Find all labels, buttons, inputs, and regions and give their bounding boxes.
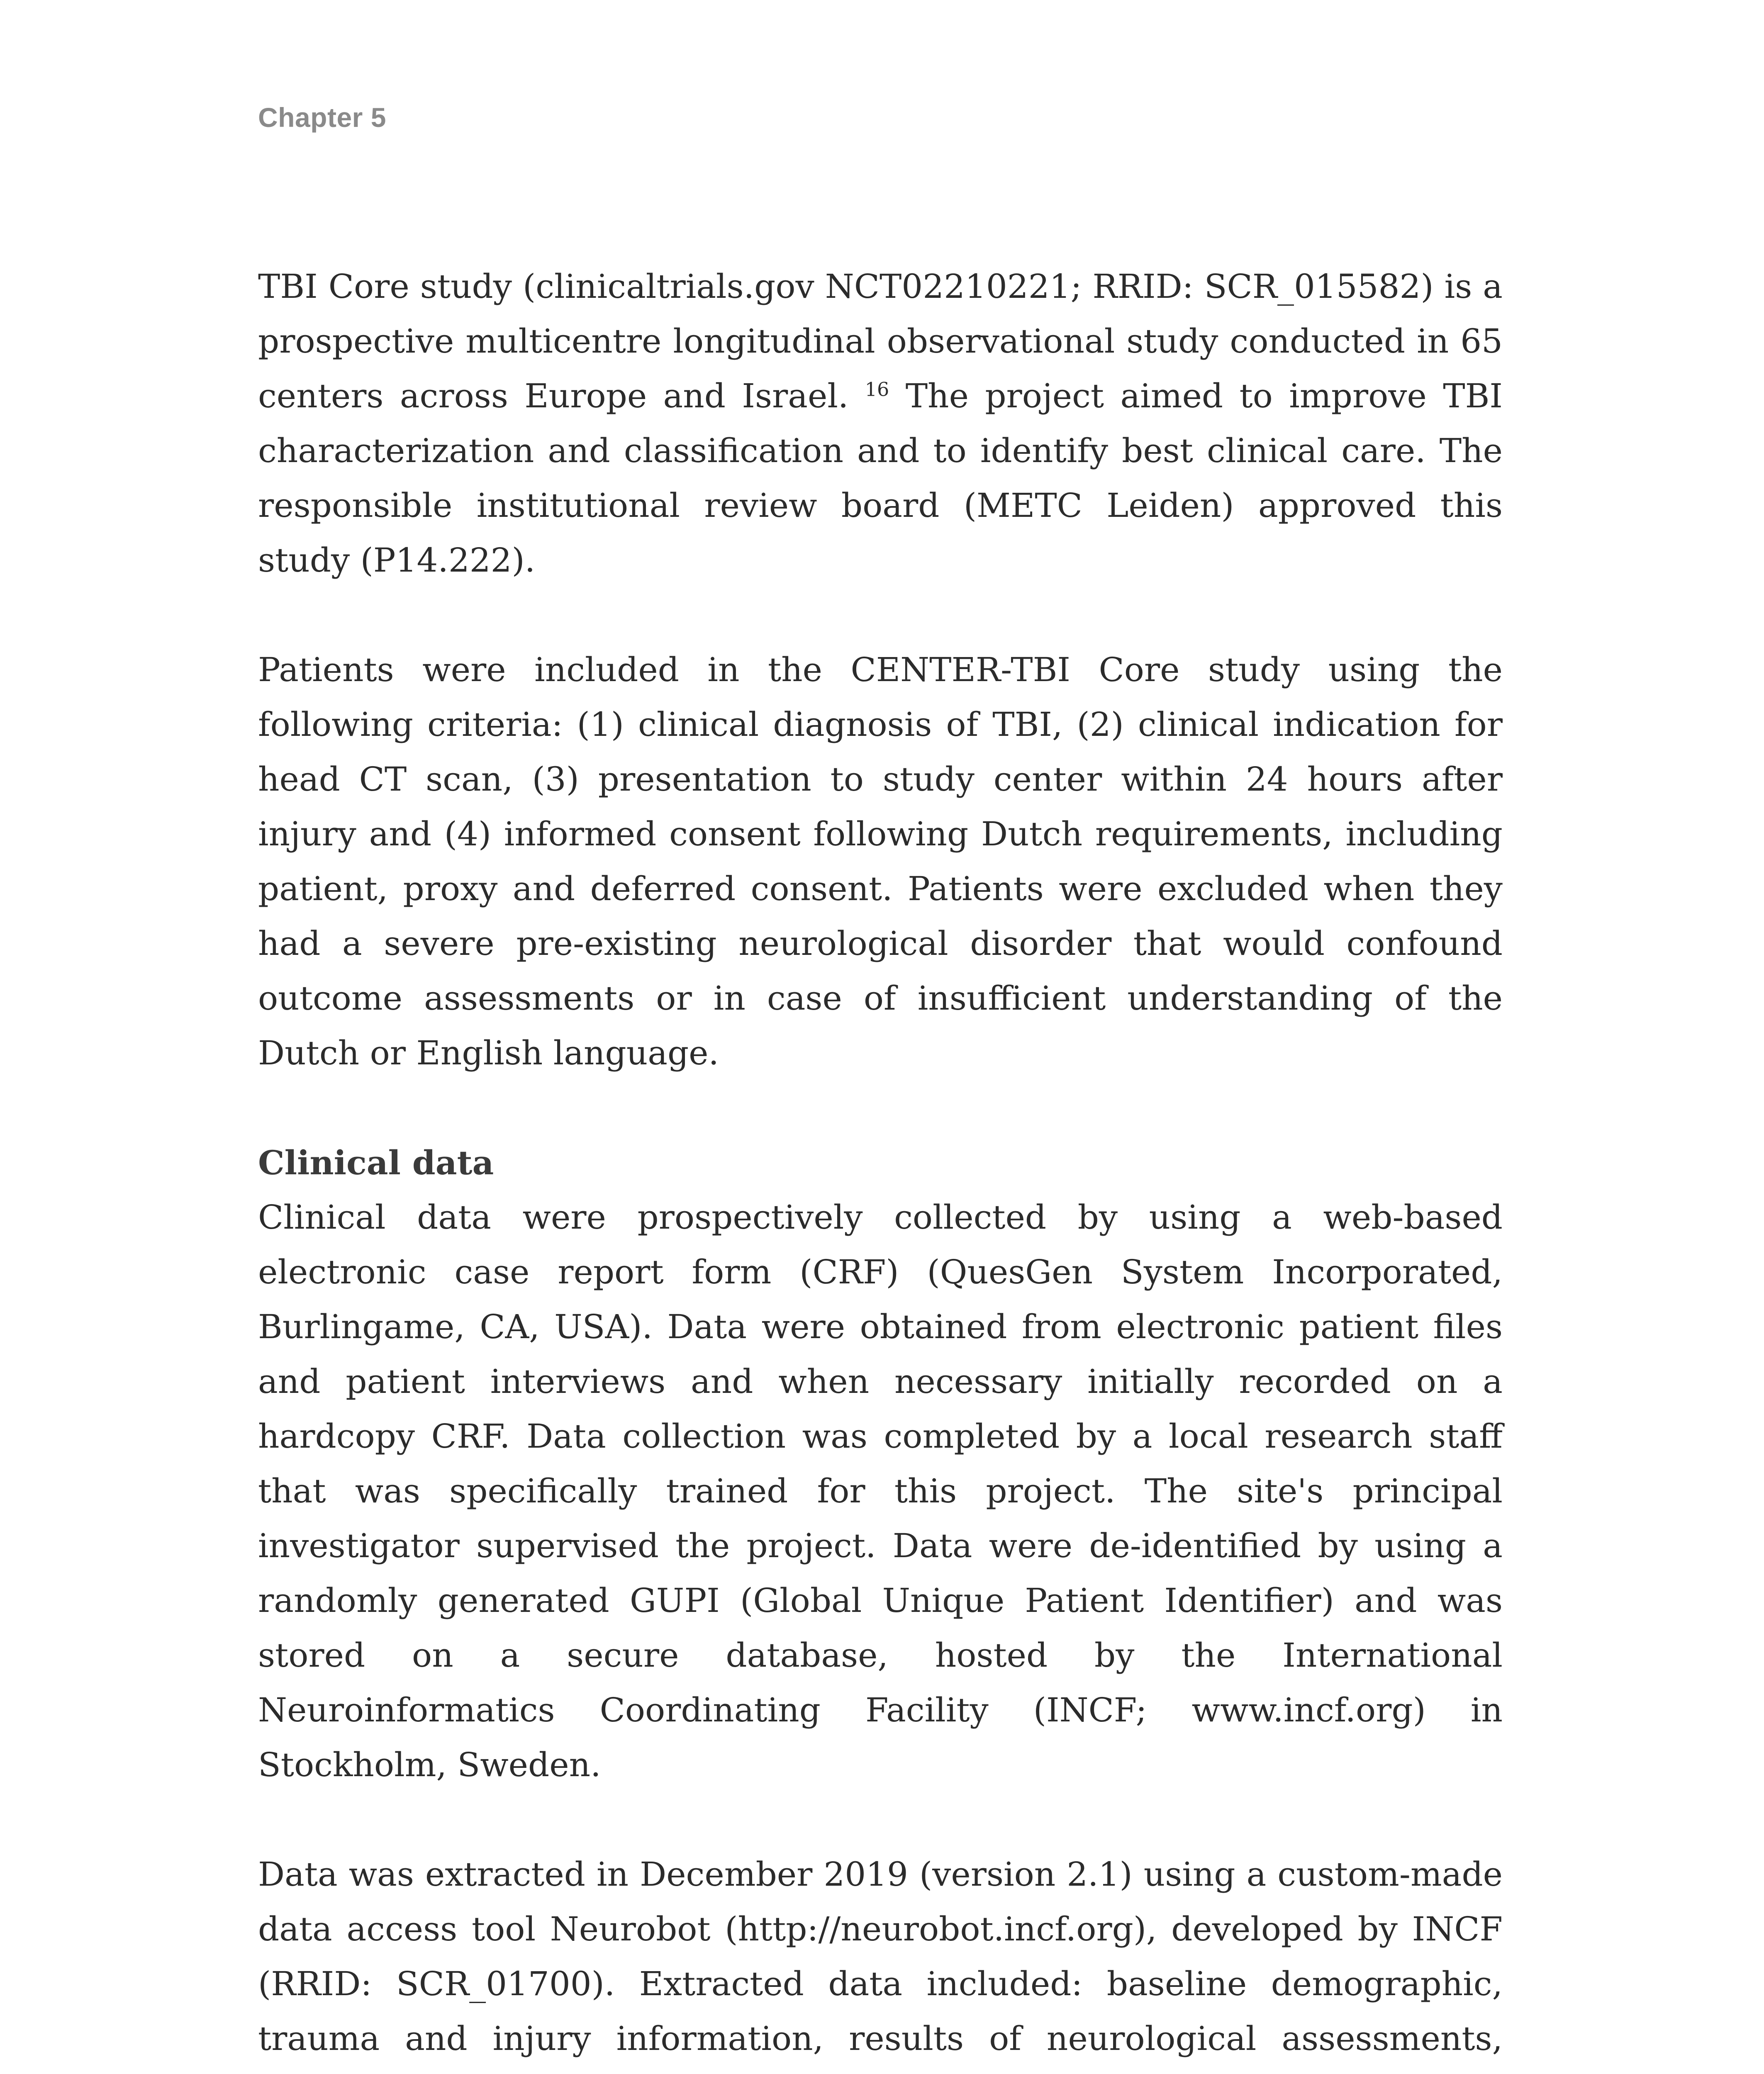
paragraph-text: TBI Core study (clinicaltrials.gov NCT02210221; RRID: SCR_015582) is a prospective multicentre longitudinal observational study conducted in 65 centers across Europe and Israel. [258, 267, 1503, 415]
paragraph-data-extraction: Data was extracted in December 2019 (version 2.1) using a custom-made data access tool Neurobot (http://neurobot.incf.org), developed by INCF (RRID: SCR_01700). Extracted data included: baseline demographic, trauma and injury information, results of neurological assessments, [258, 1855, 1503, 2058]
paragraph-study-description [258, 259, 1503, 588]
footnote-reference: 16 [865, 378, 889, 401]
paragraph-data-collection: Clinical data were prospectively collected by using a web-based electronic case report form (CRF) (QuesGen System Incorporated, Burlingame, CA, USA). Data were obtained from electronic patient files and patient interviews and when necessary initially recorded on a hardcopy CRF. Data collection was completed by a local research staff that was specifically trained for this project. The site's principal investigator supervised the project. Data were de-identified by using a randomly generated GUPI (Global Unique Patient Identifier) and was stored on a secure database, hosted by the International Neuroinformatics Coordinating Facility (INCF; www.incf.org) in Stockholm, Sweden. [258, 1198, 1503, 1784]
body-text [258, 259, 1503, 2074]
paragraph-inclusion-criteria: Patients were included in the CENTER-TBI Core study using the following criteria: (1) clinical diagnosis of TBI, (2) clinical indication for head CT scan, (3) presentation to study center within 24 hours after injury and (4) informed consent following Dutch requirements, including patient, proxy and deferred consent. Patients were excluded when they had a severe pre-existing neurological disorder that would confound outcome assessments or in case of insufficient understanding of the Dutch or English language. [258, 650, 1503, 1072]
section-heading-clinical-data: Clinical data [258, 1143, 494, 1182]
running-head-chapter: Chapter 5 [258, 102, 386, 133]
paragraph-text: The project aimed to improve TBI characterization and classification and to identify best clinical care. The responsible institutional review board (METC Leiden) approved this study (P14.222). [258, 377, 1503, 579]
